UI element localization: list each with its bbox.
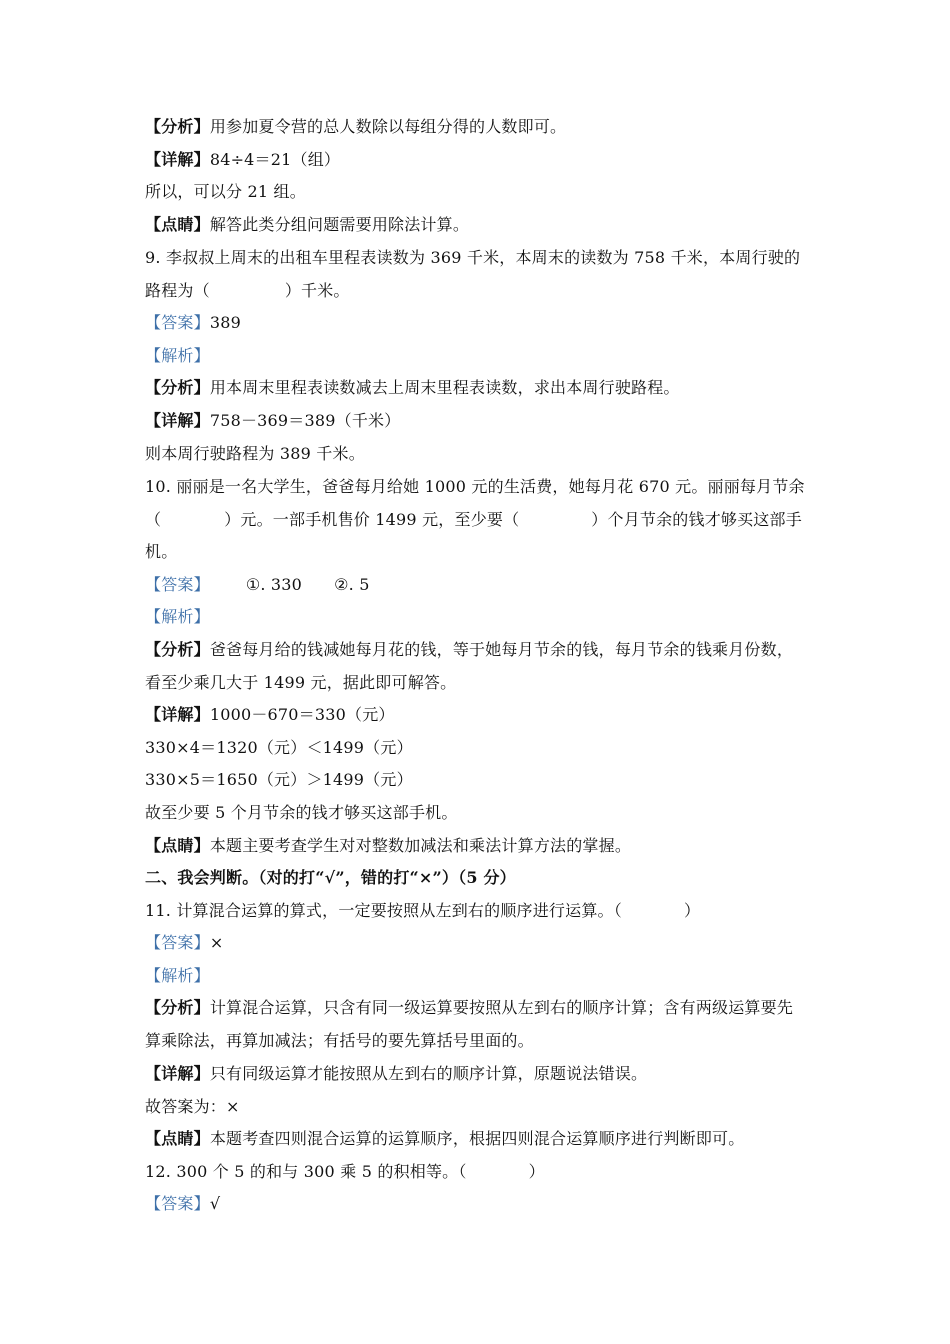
- comment-text: 本题考查四则混合运算的运算顺序，根据四则混合运算顺序进行判断即可。: [209, 1129, 745, 1148]
- q10-explain-tag: 【解析】: [145, 607, 210, 626]
- analysis-tag: 【分析】: [145, 117, 210, 136]
- q9-conclusion: 则本周行驶路程为 389 千米。: [145, 444, 365, 463]
- q10-calc-1: 330×4＝1320（元）＜1499（元）: [145, 738, 413, 757]
- q11-blank-close: ）: [683, 901, 701, 920]
- q12-answer: [145, 1194, 220, 1214]
- q10-conclusion: 故至少要 5 个月节余的钱才够买这部手机。: [145, 803, 458, 822]
- detail-tag: 【详解】: [145, 150, 210, 169]
- q8-comment: [145, 215, 469, 235]
- analysis-text: 爸爸每月给的钱减她每月花的钱，等于她每月节余的钱，每月节余的钱乘月份数，: [209, 640, 794, 659]
- analysis-text: 用本周末里程表读数减去上周末里程表读数，求出本周行驶路程。: [209, 378, 680, 397]
- comment-text: 解答此类分组问题需要用除法计算。: [209, 215, 470, 234]
- q10-analysis-line1: [145, 640, 793, 660]
- analysis-tag: 【分析】: [145, 998, 210, 1017]
- comment-tag: 【点睛】: [145, 1129, 210, 1148]
- detail-tag: 【详解】: [145, 1064, 210, 1083]
- q10-calc-2: 330×5＝1650（元）＞1499（元）: [145, 770, 413, 789]
- answer-tag: 【答案】: [145, 575, 210, 594]
- answer-2: ②. 5: [334, 575, 370, 594]
- comment-tag: 【点睛】: [145, 215, 210, 234]
- q12-blank-close: ）: [528, 1162, 545, 1181]
- detail-text: 758－369＝389（千米）: [209, 411, 401, 430]
- q11-explain-tag: 【解析】: [145, 966, 210, 985]
- q10-middle-text: ）元。一部手机售价 1499 元，至少要（: [224, 510, 520, 529]
- q8-conclusion: 所以，可以分 21 组。: [145, 182, 306, 201]
- analysis-text: 用参加夏令营的总人数除以每组分得的人数即可。: [209, 117, 567, 136]
- q9-answer: [145, 313, 241, 333]
- q9-explain-tag: 【解析】: [145, 346, 210, 365]
- q11-analysis-line2: 算乘除法，再算加减法；有括号的要先算括号里面的。: [145, 1031, 534, 1050]
- analysis-tag: 【分析】: [145, 378, 210, 397]
- detail-tag: 【详解】: [145, 705, 210, 724]
- answer-1: ①. 330: [245, 575, 303, 594]
- q9-question-line1: 9. 李叔叔上周末的出租车里程表读数为 369 千米，本周末的读数为 758 千米，本周行驶的: [145, 248, 801, 267]
- answer-tag: 【答案】: [145, 313, 210, 332]
- q10-analysis-line2: 看至少乘几大于 1499 元，据此即可解答。: [145, 673, 457, 692]
- answer-text: √: [209, 1194, 221, 1213]
- q11-question: [145, 901, 700, 921]
- q10-answer: [145, 575, 370, 595]
- q11-answer: [145, 933, 223, 953]
- q10-detail: [145, 705, 395, 725]
- q12-question: [145, 1162, 545, 1182]
- q9-detail: [145, 411, 400, 431]
- answer-tag: 【答案】: [145, 1194, 210, 1213]
- detail-text: 只有同级运算才能按照从左到右的顺序计算，原题说法错误。: [209, 1064, 648, 1083]
- q10-blank1-open: （: [145, 510, 162, 529]
- detail-text: 84÷4＝21（组）: [209, 150, 341, 169]
- answer-text: ×: [209, 933, 224, 952]
- detail-tag: 【详解】: [145, 411, 210, 430]
- q8-analysis: [145, 117, 566, 137]
- q10-end-text: ）个月节余的钱才够买这部手: [591, 510, 802, 529]
- q9-blank-close: ）千米。: [284, 281, 350, 300]
- analysis-text: 计算混合运算，只含有同一级运算要按照从左到右的顺序计算；含有两级运算要先: [209, 998, 794, 1017]
- q10-question-line2: [145, 510, 802, 530]
- answer-tag: 【答案】: [145, 933, 210, 952]
- q10-question-line1: 10. 丽丽是一名大学生，爸爸每月给她 1000 元的生活费，她每月花 670 元。丽丽每月节余: [145, 477, 805, 496]
- section-heading: 二、我会判断。（对的打“√”，错的打“×”）（5 分）: [145, 868, 516, 887]
- q11-detail: [145, 1064, 647, 1084]
- comment-tag: 【点睛】: [145, 836, 210, 855]
- q9-question-line2: [145, 281, 350, 301]
- q10-question-line3: 机。: [145, 542, 178, 561]
- q11-analysis-line1: [145, 998, 793, 1018]
- q10-comment: [145, 836, 631, 856]
- q8-detail: [145, 150, 340, 170]
- comment-text: 本题主要考查学生对对整数加减法和乘法计算方法的掌握。: [209, 836, 632, 855]
- q11-conclusion: 故答案为：×: [145, 1097, 240, 1116]
- analysis-tag: 【分析】: [145, 640, 210, 659]
- q12-question-text: 12. 300 个 5 的和与 300 乘 5 的积相等。（: [145, 1162, 467, 1181]
- q9-analysis: [145, 378, 680, 398]
- detail-text: 1000－670＝330（元）: [209, 705, 395, 724]
- answer-text: 389: [209, 313, 241, 332]
- q11-comment: [145, 1129, 744, 1149]
- q9-blank-open: 路程为（: [145, 281, 210, 300]
- q11-question-text: 11. 计算混合运算的算式，一定要按照从左到右的顺序进行运算。（: [145, 901, 622, 920]
